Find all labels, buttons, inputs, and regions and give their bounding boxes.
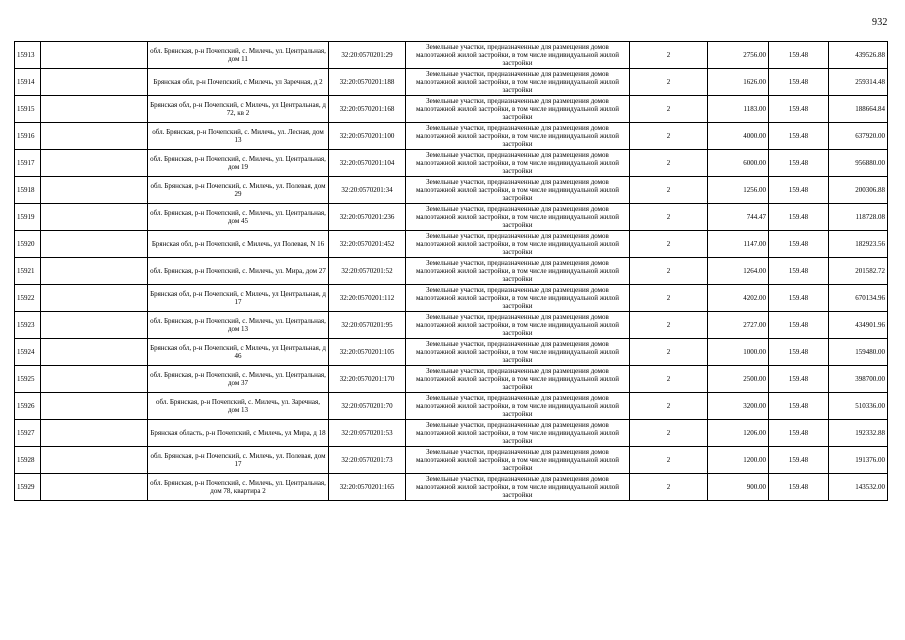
land-use-cell: Земельные участки, предназначенные для размещения домов малоэтажной жилой застройки, в том числе индивидуальной жилой застройки — [406, 177, 630, 204]
category-cell: 2 — [630, 150, 708, 177]
spacer-cell — [41, 204, 148, 231]
rate-cell: 159.48 — [769, 204, 829, 231]
address-cell: обл. Брянская, р-н Почепский, с. Милечь, ул. Заречная, дом 13 — [148, 393, 329, 420]
land-use-cell: Земельные участки, предназначенные для размещения домов малоэтажной жилой застройки, в том числе индивидуальной жилой застройки — [406, 393, 630, 420]
address-cell: обл. Брянская, р-н Почепский, с. Милечь, ул. Полевая, дом 17 — [148, 447, 329, 474]
table-row — [15, 123, 888, 150]
row-number-cell: 15915 — [15, 96, 41, 123]
table-row — [15, 420, 888, 447]
land-use-cell: Земельные участки, предназначенные для размещения домов малоэтажной жилой застройки, в том числе индивидуальной жилой застройки — [406, 339, 630, 366]
area-cell: 2756.00 — [708, 42, 769, 69]
rate-cell: 159.48 — [769, 123, 829, 150]
cadastral-number-cell: 32:20:0570201:95 — [329, 312, 406, 339]
land-use-cell: Земельные участки, предназначенные для размещения домов малоэтажной жилой застройки, в том числе индивидуальной жилой застройки — [406, 150, 630, 177]
cadastral-number-cell: 32:20:0570201:105 — [329, 339, 406, 366]
table-row — [15, 150, 888, 177]
cadastral-value-cell: 434901.96 — [829, 312, 888, 339]
cadastral-number-cell: 32:20:0570201:112 — [329, 285, 406, 312]
table-row — [15, 366, 888, 393]
cadastral-value-cell: 201582.72 — [829, 258, 888, 285]
area-cell: 1256.00 — [708, 177, 769, 204]
row-number-cell: 15927 — [15, 420, 41, 447]
page-number: 932 — [872, 17, 888, 28]
category-cell: 2 — [630, 447, 708, 474]
category-cell: 2 — [630, 312, 708, 339]
table-row — [15, 177, 888, 204]
cadastral-number-cell: 32:20:0570201:70 — [329, 393, 406, 420]
row-number-cell: 15922 — [15, 285, 41, 312]
rate-cell: 159.48 — [769, 474, 829, 501]
row-number-cell: 15928 — [15, 447, 41, 474]
category-cell: 2 — [630, 231, 708, 258]
cadastral-number-cell: 32:20:0570201:34 — [329, 177, 406, 204]
spacer-cell — [41, 96, 148, 123]
category-cell: 2 — [630, 96, 708, 123]
rate-cell: 159.48 — [769, 339, 829, 366]
category-cell: 2 — [630, 204, 708, 231]
table-row — [15, 258, 888, 285]
area-cell: 3200.00 — [708, 393, 769, 420]
cadastral-number-cell: 32:20:0570201:100 — [329, 123, 406, 150]
cadastral-number-cell: 32:20:0570201:104 — [329, 150, 406, 177]
cadastral-number-cell: 32:20:0570201:29 — [329, 42, 406, 69]
category-cell: 2 — [630, 285, 708, 312]
area-cell: 1147.00 — [708, 231, 769, 258]
category-cell: 2 — [630, 420, 708, 447]
cadastral-value-cell: 637920.00 — [829, 123, 888, 150]
row-number-cell: 15919 — [15, 204, 41, 231]
category-cell: 2 — [630, 393, 708, 420]
rate-cell: 159.48 — [769, 447, 829, 474]
cadastral-number-cell: 32:20:0570201:165 — [329, 474, 406, 501]
land-use-cell: Земельные участки, предназначенные для размещения домов малоэтажной жилой застройки, в том числе индивидуальной жилой застройки — [406, 474, 630, 501]
address-cell: обл. Брянская, р-н Почепский, с. Милечь, ул. Центральная, дом 37 — [148, 366, 329, 393]
address-cell: обл. Брянская, р-н Почепский, с. Милечь, ул. Центральная, дом 13 — [148, 312, 329, 339]
cadastral-value-cell: 143532.00 — [829, 474, 888, 501]
table-row — [15, 42, 888, 69]
table-row — [15, 231, 888, 258]
rate-cell: 159.48 — [769, 366, 829, 393]
category-cell: 2 — [630, 123, 708, 150]
spacer-cell — [41, 285, 148, 312]
land-use-cell: Земельные участки, предназначенные для размещения домов малоэтажной жилой застройки, в том числе индивидуальной жилой застройки — [406, 69, 630, 96]
land-use-cell: Земельные участки, предназначенные для размещения домов малоэтажной жилой застройки, в том числе индивидуальной жилой застройки — [406, 285, 630, 312]
cadastral-value-cell: 159480.00 — [829, 339, 888, 366]
land-use-cell: Земельные участки, предназначенные для размещения домов малоэтажной жилой застройки, в том числе индивидуальной жилой застройки — [406, 447, 630, 474]
rate-cell: 159.48 — [769, 42, 829, 69]
cadastral-number-cell: 32:20:0570201:53 — [329, 420, 406, 447]
row-number-cell: 15924 — [15, 339, 41, 366]
table-row — [15, 474, 888, 501]
land-use-cell: Земельные участки, предназначенные для размещения домов малоэтажной жилой застройки, в том числе индивидуальной жилой застройки — [406, 123, 630, 150]
land-use-cell: Земельные участки, предназначенные для размещения домов малоэтажной жилой застройки, в том числе индивидуальной жилой застройки — [406, 258, 630, 285]
cadastral-number-cell: 32:20:0570201:188 — [329, 69, 406, 96]
cadastral-number-cell: 32:20:0570201:168 — [329, 96, 406, 123]
spacer-cell — [41, 366, 148, 393]
spacer-cell — [41, 420, 148, 447]
row-number-cell: 15920 — [15, 231, 41, 258]
spacer-cell — [41, 231, 148, 258]
cadastral-value-cell: 259314.48 — [829, 69, 888, 96]
area-cell: 2500.00 — [708, 366, 769, 393]
cadastral-value-cell: 439526.88 — [829, 42, 888, 69]
category-cell: 2 — [630, 69, 708, 96]
cadastral-value-cell: 191376.00 — [829, 447, 888, 474]
area-cell: 1200.00 — [708, 447, 769, 474]
cadastral-value-table — [14, 41, 888, 501]
address-cell: обл. Брянская, р-н Почепский, с. Милечь, ул. Центральная, дом 45 — [148, 204, 329, 231]
spacer-cell — [41, 447, 148, 474]
spacer-cell — [41, 69, 148, 96]
table-row — [15, 69, 888, 96]
spacer-cell — [41, 150, 148, 177]
rate-cell: 159.48 — [769, 312, 829, 339]
cadastral-value-cell: 956880.00 — [829, 150, 888, 177]
category-cell: 2 — [630, 258, 708, 285]
address-cell: Брянская обл, р-н Почепский, с Милечь, ул Центральная, д 17 — [148, 285, 329, 312]
row-number-cell: 15916 — [15, 123, 41, 150]
cadastral-value-cell: 510336.00 — [829, 393, 888, 420]
area-cell: 1183.00 — [708, 96, 769, 123]
area-cell: 2727.00 — [708, 312, 769, 339]
rate-cell: 159.48 — [769, 96, 829, 123]
address-cell: Брянская обл, р-н Почепский, с Милечь, ул Центральная, д 72, кв 2 — [148, 96, 329, 123]
cadastral-number-cell: 32:20:0570201:52 — [329, 258, 406, 285]
row-number-cell: 15921 — [15, 258, 41, 285]
address-cell: Брянская обл, р-н Почепский, с Милечь, ул Центральная, д 46 — [148, 339, 329, 366]
spacer-cell — [41, 177, 148, 204]
address-cell: обл. Брянская, р-н Почепский, с. Милечь, ул. Мира, дом 27 — [148, 258, 329, 285]
area-cell: 4202.00 — [708, 285, 769, 312]
cadastral-value-cell: 118728.08 — [829, 204, 888, 231]
table-row — [15, 285, 888, 312]
category-cell: 2 — [630, 339, 708, 366]
cadastral-number-cell: 32:20:0570201:170 — [329, 366, 406, 393]
spacer-cell — [41, 42, 148, 69]
row-number-cell: 15913 — [15, 42, 41, 69]
land-use-cell: Земельные участки, предназначенные для размещения домов малоэтажной жилой застройки, в том числе индивидуальной жилой застройки — [406, 204, 630, 231]
table-row — [15, 204, 888, 231]
row-number-cell: 15925 — [15, 366, 41, 393]
cadastral-number-cell: 32:20:0570201:73 — [329, 447, 406, 474]
rate-cell: 159.48 — [769, 69, 829, 96]
address-cell: обл. Брянская, р-н Почепский, с. Милечь, ул. Центральная, дом 78, квартира 2 — [148, 474, 329, 501]
land-use-cell: Земельные участки, предназначенные для размещения домов малоэтажной жилой застройки, в том числе индивидуальной жилой застройки — [406, 231, 630, 258]
cadastral-value-cell: 670134.96 — [829, 285, 888, 312]
table-row — [15, 447, 888, 474]
table-row — [15, 312, 888, 339]
cadastral-value-cell: 200306.88 — [829, 177, 888, 204]
rate-cell: 159.48 — [769, 231, 829, 258]
area-cell: 4000.00 — [708, 123, 769, 150]
area-cell: 1626.00 — [708, 69, 769, 96]
cadastral-value-cell: 182923.56 — [829, 231, 888, 258]
area-cell: 1000.00 — [708, 339, 769, 366]
row-number-cell: 15918 — [15, 177, 41, 204]
cadastral-number-cell: 32:20:0570201:452 — [329, 231, 406, 258]
row-number-cell: 15914 — [15, 69, 41, 96]
area-cell: 744.47 — [708, 204, 769, 231]
cadastral-value-cell: 398700.00 — [829, 366, 888, 393]
cadastral-value-cell: 192332.88 — [829, 420, 888, 447]
rate-cell: 159.48 — [769, 258, 829, 285]
cadastral-number-cell: 32:20:0570201:236 — [329, 204, 406, 231]
rate-cell: 159.48 — [769, 393, 829, 420]
spacer-cell — [41, 123, 148, 150]
land-use-cell: Земельные участки, предназначенные для размещения домов малоэтажной жилой застройки, в том числе индивидуальной жилой застройки — [406, 96, 630, 123]
rate-cell: 159.48 — [769, 420, 829, 447]
table-row — [15, 339, 888, 366]
cadastral-value-cell: 188664.84 — [829, 96, 888, 123]
category-cell: 2 — [630, 366, 708, 393]
table-row — [15, 393, 888, 420]
address-cell: Брянская обл, р-н Почепский, с Милечь, ул Заречная, д 2 — [148, 69, 329, 96]
row-number-cell: 15929 — [15, 474, 41, 501]
row-number-cell: 15926 — [15, 393, 41, 420]
land-use-cell: Земельные участки, предназначенные для размещения домов малоэтажной жилой застройки, в том числе индивидуальной жилой застройки — [406, 420, 630, 447]
table-row — [15, 96, 888, 123]
address-cell: обл. Брянская, р-н Почепский, с. Милечь, ул. Центральная, дом 19 — [148, 150, 329, 177]
area-cell: 900.00 — [708, 474, 769, 501]
land-use-cell: Земельные участки, предназначенные для размещения домов малоэтажной жилой застройки, в том числе индивидуальной жилой застройки — [406, 42, 630, 69]
land-use-cell: Земельные участки, предназначенные для размещения домов малоэтажной жилой застройки, в том числе индивидуальной жилой застройки — [406, 366, 630, 393]
address-cell: обл. Брянская, р-н Почепский, с. Милечь, ул. Лесная, дом 13 — [148, 123, 329, 150]
category-cell: 2 — [630, 474, 708, 501]
area-cell: 1206.00 — [708, 420, 769, 447]
rate-cell: 159.48 — [769, 150, 829, 177]
row-number-cell: 15917 — [15, 150, 41, 177]
area-cell: 1264.00 — [708, 258, 769, 285]
rate-cell: 159.48 — [769, 285, 829, 312]
category-cell: 2 — [630, 42, 708, 69]
spacer-cell — [41, 393, 148, 420]
area-cell: 6000.00 — [708, 150, 769, 177]
spacer-cell — [41, 474, 148, 501]
address-cell: Брянская область, р-н Почепский, с Милечь, ул Мира, д 18 — [148, 420, 329, 447]
spacer-cell — [41, 339, 148, 366]
land-use-cell: Земельные участки, предназначенные для размещения домов малоэтажной жилой застройки, в том числе индивидуальной жилой застройки — [406, 312, 630, 339]
spacer-cell — [41, 312, 148, 339]
address-cell: обл. Брянская, р-н Почепский, с. Милечь, ул. Полевая, дом 29 — [148, 177, 329, 204]
rate-cell: 159.48 — [769, 177, 829, 204]
address-cell: обл. Брянская, р-н Почепский, с. Милечь, ул. Центральная, дом 11 — [148, 42, 329, 69]
row-number-cell: 15923 — [15, 312, 41, 339]
table-body — [15, 42, 888, 501]
address-cell: Брянская обл, р-н Почепский, с Милечь, ул Полевая, N 16 — [148, 231, 329, 258]
category-cell: 2 — [630, 177, 708, 204]
spacer-cell — [41, 258, 148, 285]
